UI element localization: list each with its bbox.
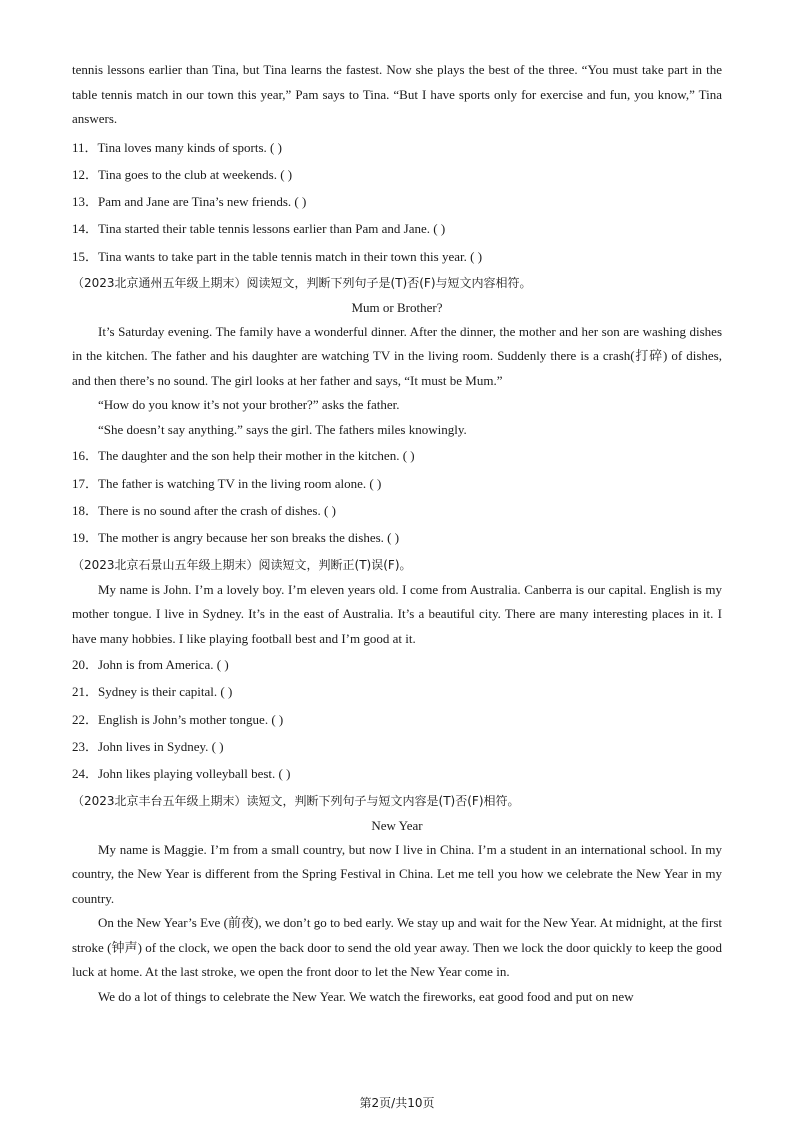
passage-c-source: （2023北京石景山五年级上期末）阅读短文，判断正(T)误(F)。 xyxy=(72,557,412,572)
question-15: 15．Tina wants to take part in the table tennis match in their town this year. ( ) xyxy=(72,248,483,264)
question-21: 21．Sydney is their capital. ( ) xyxy=(72,684,233,700)
passage-b-paragraph-2: “How do you know it’s not your brother?” asks the father. xyxy=(98,397,400,413)
question-17: 17．The father is watching TV in the living room alone. ( ) xyxy=(72,475,382,491)
passage-a-continuation: tennis lessons earlier than Tina, but Tina learns the fastest. Now she plays the best of the three. “You must take part in the table tennis match in our town this year,” Pam says to Tina. “But I have sports only for exercise and fun, you know,” Tina answers. xyxy=(72,62,722,126)
question-12: 12．Tina goes to the club at weekends. ( ) xyxy=(72,166,293,182)
passage-d xyxy=(72,788,722,1010)
question-22: 22．English is John’s mother tongue. ( ) xyxy=(72,711,284,727)
passage-b-paragraph-3: “She doesn’t say anything.” says the girl. The fathers miles knowingly. xyxy=(98,421,467,437)
page-number: 第2页/共10页 xyxy=(359,1096,435,1110)
question-14: 14．Tina started their table tennis lessons earlier than Pam and Jane. ( ) xyxy=(72,221,446,237)
passage-d-paragraph-1: My name is Maggie. I’m from a small country, but now I live in China. I’m a student in an international school. In my country, the New Year is different from the Spring Festival in China. Let me tell you how we celebrate the New Year in my country. xyxy=(72,841,722,906)
passage-b xyxy=(72,270,722,552)
question-13: 13．Pam and Jane are Tina’s new friends. ( ) xyxy=(72,194,307,210)
question-18: 18．There is no sound after the crash of dishes. ( ) xyxy=(72,503,336,519)
passage-b-paragraph-1: It’s Saturday evening. The family have a wonderful dinner. After the dinner, the mother and her son are washing dishes in the kitchen. The father and his daughter are watching TV in the living room. Suddenly there is a crash(打碎) of dishes, and then there’s no sound. The girl looks at her father and says, “It must be Mum.” xyxy=(72,323,722,388)
passage-c-paragraph-1: My name is John. I’m a lovely boy. I’m eleven years old. I come from Australia. Canberra is our capital. English is my mother tongue. I live in Sydney. It’s in the east of Australia. It’s a beautiful city. There are many interesting places in it. I have many hobbies. I like playing football best and I’m good at it. xyxy=(72,581,722,646)
passage-d-paragraph-3: We do a lot of things to celebrate the New Year. We watch the fireworks, eat good food and put on new xyxy=(98,988,634,1004)
passage-b-source: （2023北京通州五年级上期末）阅读短文，判断下列句子是(T)否(F)与短文内容相符。 xyxy=(72,275,532,290)
passage-d-source: （2023北京丰台五年级上期末）读短文，判断下列句子与短文内容是(T)否(F)相符。 xyxy=(72,793,520,808)
question-24: 24．John likes playing volleyball best. ( ) xyxy=(72,766,291,782)
question-11: 11．Tina loves many kinds of sports. ( ) xyxy=(72,139,282,155)
question-20: 20．John is from America. ( ) xyxy=(72,657,229,673)
passage-d-paragraph-2: On the New Year’s Eve (前夜), we don’t go to bed early. We stay up and wait for the New Year. At midnight, at the first stroke (钟声) of the clock, we open the back door to send the old year away. Then we lock the door quickly to keep the good luck at home. At the last stroke, we open the front door to let the New Year come in. xyxy=(72,915,722,980)
passage-b-title: Mum or Brother? xyxy=(351,299,443,315)
passage-d-title: New Year xyxy=(371,817,423,833)
question-23: 23．John lives in Sydney. ( ) xyxy=(72,739,224,755)
question-16: 16．The daughter and the son help their mother in the kitchen. ( ) xyxy=(72,448,415,464)
passage-c xyxy=(72,552,722,788)
passage-a xyxy=(72,58,722,270)
document-page xyxy=(72,58,722,1009)
question-19: 19．The mother is angry because her son breaks the dishes. ( ) xyxy=(72,530,400,546)
